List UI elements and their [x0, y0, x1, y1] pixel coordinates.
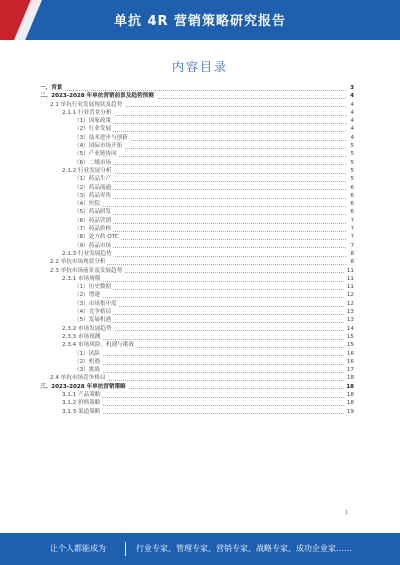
toc-entry-page: 12: [346, 292, 354, 299]
toc-entry[interactable]: [36, 316, 354, 324]
toc-entry[interactable]: [36, 134, 354, 142]
toc-entry-page: 4: [350, 134, 354, 141]
toc-entry[interactable]: [36, 350, 354, 358]
toc-entry[interactable]: [36, 250, 354, 258]
toc-entry-title: 2.3.4 市场风险、机遇与挑战: [36, 342, 136, 348]
toc-entry-page: 15: [346, 333, 354, 340]
toc-leader: [36, 90, 346, 91]
report-header: [0, 0, 400, 40]
toc-entry-title: （2）机遇: [36, 359, 102, 365]
toc-entry-title: （1）药品生产: [36, 176, 113, 182]
toc-entry-title: （5）产业链协同: [36, 151, 119, 157]
toc-entry-page: 11: [346, 275, 354, 282]
toc-entry-page: 13: [346, 317, 354, 324]
toc-entry[interactable]: [36, 192, 354, 200]
toc-entry-title: （6）二级市场: [36, 160, 113, 166]
toc-entry[interactable]: [36, 258, 354, 266]
toc-entry[interactable]: [36, 325, 354, 333]
toc-entry-title: （4）国际市场开拓: [36, 143, 124, 149]
toc-entry-title: （2）行业发展: [36, 126, 113, 132]
toc-entry[interactable]: [36, 109, 354, 117]
footer-slogan: 让个人都能成为: [50, 544, 106, 553]
toc-entry-title: 2.4 单抗市场竞争格局: [36, 375, 107, 381]
toc-entry-title: （5）发展机遇: [36, 317, 113, 323]
toc-entry-page: 7: [350, 242, 354, 249]
toc-entry[interactable]: [36, 333, 354, 341]
toc-entry-title: （3）市场集中度: [36, 301, 119, 307]
toc-entry-page: 4: [350, 118, 354, 125]
toc-entry[interactable]: [36, 267, 354, 275]
toc-entry-title: 2.1 单抗行业发展现状及趋势: [36, 102, 124, 108]
toc-entry-title: 三、2023-2028 年单抗营销策略: [36, 384, 128, 390]
toc-entry-page: 5: [350, 151, 354, 158]
toc-entry-page: 6: [350, 184, 354, 191]
toc-entry[interactable]: [36, 408, 354, 416]
toc-entry[interactable]: [36, 308, 354, 316]
toc-entry-title: （1）历史数据: [36, 284, 113, 290]
toc-entry-page: 12: [346, 300, 354, 307]
toc-entry-title: （5）药品研发: [36, 209, 113, 215]
toc-entry-title: 3.1.1 产品策略: [36, 392, 102, 398]
report-footer: [0, 533, 400, 565]
toc-entry[interactable]: [36, 275, 354, 283]
toc-entry[interactable]: [36, 225, 354, 233]
toc-entry-page: 15: [346, 342, 354, 349]
footer-divider: [125, 542, 126, 556]
toc-entry-page: 5: [350, 176, 354, 183]
toc-entry-page: 18: [346, 375, 354, 382]
toc-entry-title: （8）处方药 OTC: [36, 234, 121, 240]
footer-roles: 行业专家、管理专家、营销专家、战略专家、成功企业家……: [136, 544, 352, 553]
report-title: 单抗 4R 营销策略研究报告: [113, 14, 287, 29]
table-of-contents: [36, 84, 354, 416]
toc-entry-page: 3: [350, 85, 354, 91]
toc-entry-page: 17: [346, 367, 354, 374]
toc-entry[interactable]: [36, 150, 354, 158]
toc-entry-page: 5: [350, 143, 354, 150]
toc-entry-page: 18: [346, 400, 354, 407]
toc-entry-title: 3.1.2 价格策略: [36, 400, 102, 406]
toc-entry-page: 7: [350, 234, 354, 241]
toc-entry[interactable]: [36, 200, 354, 208]
toc-entry-page: 5: [350, 167, 354, 174]
toc-entry[interactable]: [36, 142, 354, 150]
toc-entry-page: 4: [350, 109, 354, 116]
toc-entry[interactable]: [36, 167, 354, 175]
toc-entry-title: 二、2023-2028 年单抗营销前景及趋势预测: [36, 93, 156, 99]
toc-entry-title: （2）增速: [36, 292, 102, 298]
toc-entry[interactable]: [36, 101, 354, 109]
toc-entry-page: 4: [350, 93, 354, 100]
toc-entry[interactable]: [36, 184, 354, 192]
toc-entry-page: 18: [346, 383, 354, 390]
toc-entry-title: （1）国家政策: [36, 118, 113, 124]
toc-entry-title: 2.1.1 行业背景分析: [36, 110, 114, 116]
toc-entry[interactable]: [36, 208, 354, 216]
toc-entry-title: 2.3.1 市场规模: [36, 276, 102, 282]
toc-entry-page: 11: [346, 267, 354, 274]
toc-entry-title: （3）技术进步与创新: [36, 135, 130, 141]
toc-entry-page: 8: [350, 259, 354, 266]
toc-entry-title: 3.1.3 渠道策略: [36, 409, 102, 415]
toc-entry[interactable]: [36, 358, 354, 366]
toc-entry-page: 4: [350, 101, 354, 108]
toc-entry-title: （7）药品价格: [36, 226, 113, 232]
toc-entry-title: （4）医院: [36, 201, 102, 207]
toc-entry-title: 2.1.3 行业发展趋势: [36, 251, 114, 257]
toc-entry-page: 6: [350, 201, 354, 208]
toc-entry[interactable]: [36, 341, 354, 349]
toc-entry[interactable]: [36, 217, 354, 225]
toc-entry-title: （6）药品营销: [36, 218, 113, 224]
toc-entry-title: （3）挑战: [36, 367, 102, 373]
toc-entry[interactable]: [36, 175, 354, 183]
toc-entry-page: 4: [350, 126, 354, 133]
toc-entry[interactable]: [36, 366, 354, 374]
toc-entry-page: 18: [346, 391, 354, 398]
toc-entry-page: 7: [350, 226, 354, 233]
toc-entry-page: 6: [350, 192, 354, 199]
toc-entry[interactable]: [36, 291, 354, 299]
toc-entry-title: 2.3.3 市场预测: [36, 334, 102, 340]
toc-entry-page: 6: [350, 209, 354, 216]
toc-entry[interactable]: [36, 233, 354, 241]
toc-entry[interactable]: [36, 84, 354, 92]
toc-entry-page: 5: [350, 159, 354, 166]
toc-entry[interactable]: [36, 399, 354, 407]
toc-entry[interactable]: [36, 300, 354, 308]
toc-entry-title: （2）药品流通: [36, 185, 113, 191]
toc-entry[interactable]: [36, 125, 354, 133]
toc-entry-page: 13: [346, 309, 354, 316]
toc-entry-title: 2.3 单抗市场前景及发展趋势: [36, 268, 124, 274]
toc-entry-page: 11: [346, 284, 354, 291]
toc-entry-page: 19: [346, 408, 354, 415]
toc-entry-page: 14: [346, 325, 354, 332]
toc-entry-title: 2.1.2 行业发展分析: [36, 168, 114, 174]
toc-entry-title: 2.2 单抗市场现状分析: [36, 259, 107, 265]
toc-entry[interactable]: [36, 283, 354, 291]
page-number: 1: [345, 510, 349, 516]
toc-entry[interactable]: [36, 374, 354, 382]
toc-entry-title: （9）药品市场: [36, 243, 113, 249]
toc-entry-page: 16: [346, 350, 354, 357]
toc-entry-title: （1）风险: [36, 351, 102, 357]
toc-entry[interactable]: [36, 391, 354, 399]
toc-entry-page: 8: [350, 250, 354, 257]
toc-entry-page: 16: [346, 358, 354, 365]
toc-entry[interactable]: [36, 242, 354, 250]
toc-entry-title: （4）竞争格局: [36, 309, 113, 315]
toc-entry-title: 2.3.2 市场发展趋势: [36, 326, 114, 332]
toc-entry-title: 一、背景: [36, 85, 64, 91]
toc-entry[interactable]: [36, 159, 354, 167]
toc-entry-page: 7: [350, 217, 354, 224]
toc-heading: 内容目录: [171, 60, 228, 74]
toc-entry-title: （3）药品零售: [36, 193, 113, 199]
toc-entry[interactable]: [36, 92, 354, 100]
toc-entry[interactable]: [36, 383, 354, 391]
toc-entry[interactable]: [36, 117, 354, 125]
